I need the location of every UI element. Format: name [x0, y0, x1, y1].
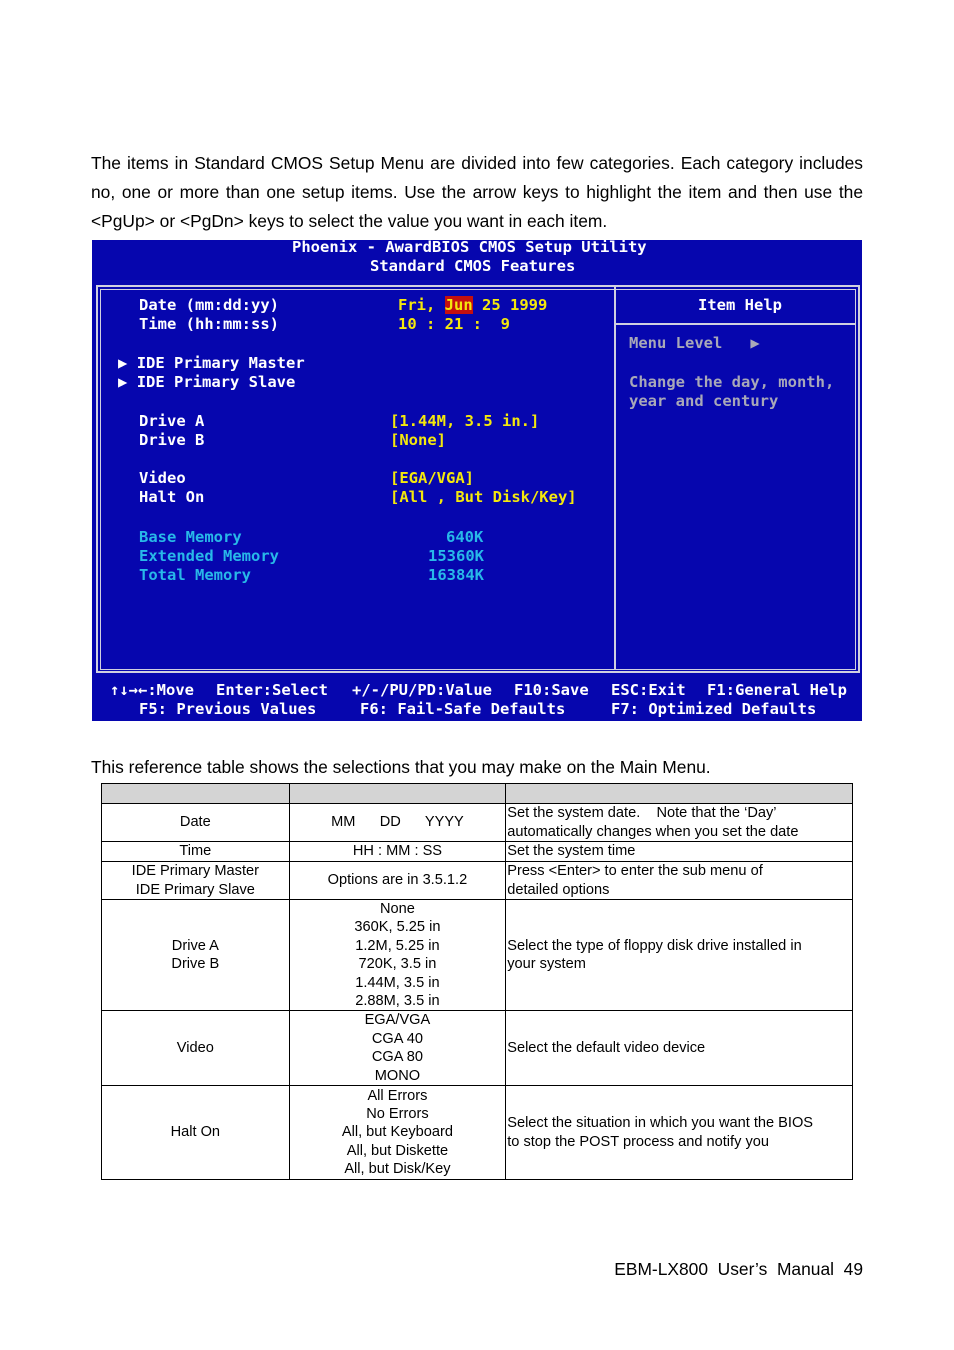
- cell-line: 2.88M, 3.5 in: [355, 993, 440, 1010]
- cell-line: IDE Primary Slave: [135, 881, 255, 898]
- cell-line: 720K, 3.5 in: [358, 956, 437, 973]
- bios-title: Phoenix - AwardBIOS CMOS Setup Utility: [292, 238, 647, 256]
- extended-memory-label: Extended Memory: [139, 547, 279, 565]
- cell-line: Set the system date. Note that the ‘Day’: [507, 805, 777, 822]
- extended-memory-value: 15360K: [428, 547, 484, 565]
- cell-line: Video: [176, 1040, 214, 1057]
- hint-failsafe-defaults: F6: Fail-Safe Defaults: [360, 700, 566, 718]
- cell-line: Options are in 3.5.1.2: [327, 872, 468, 889]
- cell-line: Halt On: [170, 1124, 221, 1141]
- hint-move: ↑↓→←:Move: [110, 681, 194, 699]
- description-cell: [506, 842, 853, 862]
- selection-table: [101, 783, 853, 1180]
- hint-enter: Enter:Select: [216, 681, 328, 699]
- cell-line: your system: [507, 956, 586, 973]
- cell-line: to stop the POST process and notify you: [507, 1133, 769, 1150]
- cell-line: MM DD YYYY: [331, 814, 464, 831]
- help-title-divider: [616, 323, 856, 325]
- options-cell: [289, 862, 506, 900]
- table-header-row: [102, 784, 853, 804]
- item-cell: [102, 842, 290, 862]
- options-cell: [289, 1011, 506, 1086]
- total-memory-value: 16384K: [428, 566, 484, 584]
- hint-exit: ESC:Exit: [611, 681, 686, 699]
- cell-line: detailed options: [507, 881, 610, 898]
- drive-b-value[interactable]: [None]: [390, 431, 446, 449]
- item-cell: [102, 900, 290, 1011]
- cell-line: 1.44M, 3.5 in: [355, 974, 440, 991]
- table-row: [102, 842, 853, 862]
- hint-save: F10:Save: [514, 681, 589, 699]
- drive-a-value[interactable]: [1.44M, 3.5 in.]: [390, 412, 540, 430]
- table-row: [102, 1011, 853, 1086]
- submenu-arrow-icon: ▶: [118, 354, 128, 372]
- item-cell: [102, 862, 290, 900]
- menu-level-arrow-icon: ▶: [750, 334, 760, 352]
- intro-paragraph: The items in Standard CMOS Setup Menu are divided into few categories. Each category includes no, one or more than one setup items. Use the arrow keys to highlight the item and then use the <PgUp> or <PgDn> keys to select the value you want in each item.: [91, 153, 863, 231]
- ide-primary-slave-item[interactable]: ▶ IDE Primary Slave: [118, 373, 296, 391]
- description-cell: [506, 900, 853, 1011]
- page-footer: EBM-LX800 User’s Manual 49: [614, 1259, 863, 1279]
- cell-line: Select the situation in which you want the BIOS: [507, 1115, 814, 1132]
- help-line-2: year and century: [629, 392, 779, 410]
- cell-line: EGA/VGA: [364, 1012, 431, 1029]
- cell-line: No Errors: [366, 1105, 429, 1122]
- drive-b-label[interactable]: Drive B: [139, 431, 205, 449]
- submenu-arrow-icon: ▶: [118, 373, 128, 391]
- total-memory-label: Total Memory: [139, 566, 251, 584]
- bios-screenshot: [92, 240, 862, 721]
- options-cell: [289, 1086, 506, 1180]
- table-row: [102, 804, 853, 842]
- date-month-highlight[interactable]: Jun: [444, 296, 473, 314]
- description-cell: [506, 1086, 853, 1180]
- time-value[interactable]: 10 : 21 : 9: [398, 315, 510, 333]
- cell-line: Select the type of floppy disk drive installed in: [507, 937, 802, 954]
- cell-line: CGA 80: [371, 1049, 423, 1066]
- options-cell: [289, 900, 506, 1011]
- cell-line: All, but Keyboard: [341, 1124, 454, 1141]
- table-row: [102, 900, 853, 1011]
- time-label[interactable]: Time (hh:mm:ss): [139, 315, 279, 333]
- cell-line: HH : MM : SS: [352, 843, 443, 860]
- header-cell: [289, 784, 506, 804]
- help-line-1: Change the day, month,: [629, 373, 835, 391]
- cell-line: All, but Diskette: [346, 1142, 449, 1159]
- item-cell: [102, 1011, 290, 1086]
- hint-value: +/-/PU/PD:Value: [352, 681, 492, 699]
- options-cell: [289, 842, 506, 862]
- halt-on-label[interactable]: Halt On: [139, 488, 205, 506]
- reference-text: This reference table shows the selections that you may make on the Main Menu.: [91, 757, 711, 777]
- table-row: [102, 862, 853, 900]
- header-cell: [102, 784, 290, 804]
- bios-subtitle: Standard CMOS Features: [370, 257, 576, 275]
- cell-line: All Errors: [367, 1087, 428, 1104]
- drive-a-label[interactable]: Drive A: [139, 412, 205, 430]
- arrow-keys-icon: ↑↓→←: [110, 681, 148, 699]
- description-cell: [506, 862, 853, 900]
- cell-line: MONO: [374, 1067, 421, 1084]
- description-cell: [506, 804, 853, 842]
- cell-line: Date: [179, 814, 211, 831]
- table-row: [102, 1086, 853, 1180]
- item-cell: [102, 804, 290, 842]
- hint-previous-values: F5: Previous Values: [139, 700, 317, 718]
- header-cell: [506, 784, 853, 804]
- cell-line: None: [379, 901, 415, 917]
- cell-line: Set the system time: [507, 843, 636, 860]
- base-memory-label: Base Memory: [139, 528, 242, 546]
- cell-line: All, but Disk/Key: [344, 1161, 451, 1178]
- item-help-title: Item Help: [698, 296, 782, 314]
- bios-divider: [614, 286, 616, 670]
- date-value[interactable]: Fri, Jun 25 1999: [398, 296, 548, 314]
- date-label[interactable]: Date (mm:dd:yy): [139, 296, 279, 314]
- cell-line: automatically changes when you set the date: [507, 823, 799, 840]
- menu-level-text: Menu Level ▶: [629, 334, 760, 352]
- cell-line: 1.2M, 5.25 in: [355, 937, 440, 954]
- cell-line: Drive A: [171, 937, 219, 954]
- cell-line: Time: [179, 843, 212, 860]
- halt-on-value[interactable]: [All , But Disk/Key]: [390, 488, 577, 506]
- cell-line: Press <Enter> to enter the sub menu of: [507, 863, 763, 880]
- video-value[interactable]: [EGA/VGA]: [390, 469, 474, 487]
- cell-line: CGA 40: [371, 1030, 423, 1047]
- cell-line: IDE Primary Master: [131, 863, 259, 880]
- hint-optimized-defaults: F7: Optimized Defaults: [611, 700, 817, 718]
- item-cell: [102, 1086, 290, 1180]
- cell-line: 360K, 5.25 in: [354, 919, 441, 936]
- ide-primary-master-item[interactable]: ▶ IDE Primary Master: [118, 354, 305, 372]
- options-cell: [289, 804, 506, 842]
- cell-line: Drive B: [171, 956, 220, 973]
- video-label[interactable]: Video: [139, 469, 186, 487]
- hint-general-help: F1:General Help: [707, 681, 847, 699]
- description-cell: [506, 1011, 853, 1086]
- cell-line: Select the default video device: [507, 1040, 706, 1057]
- base-memory-value: 640K: [446, 528, 484, 546]
